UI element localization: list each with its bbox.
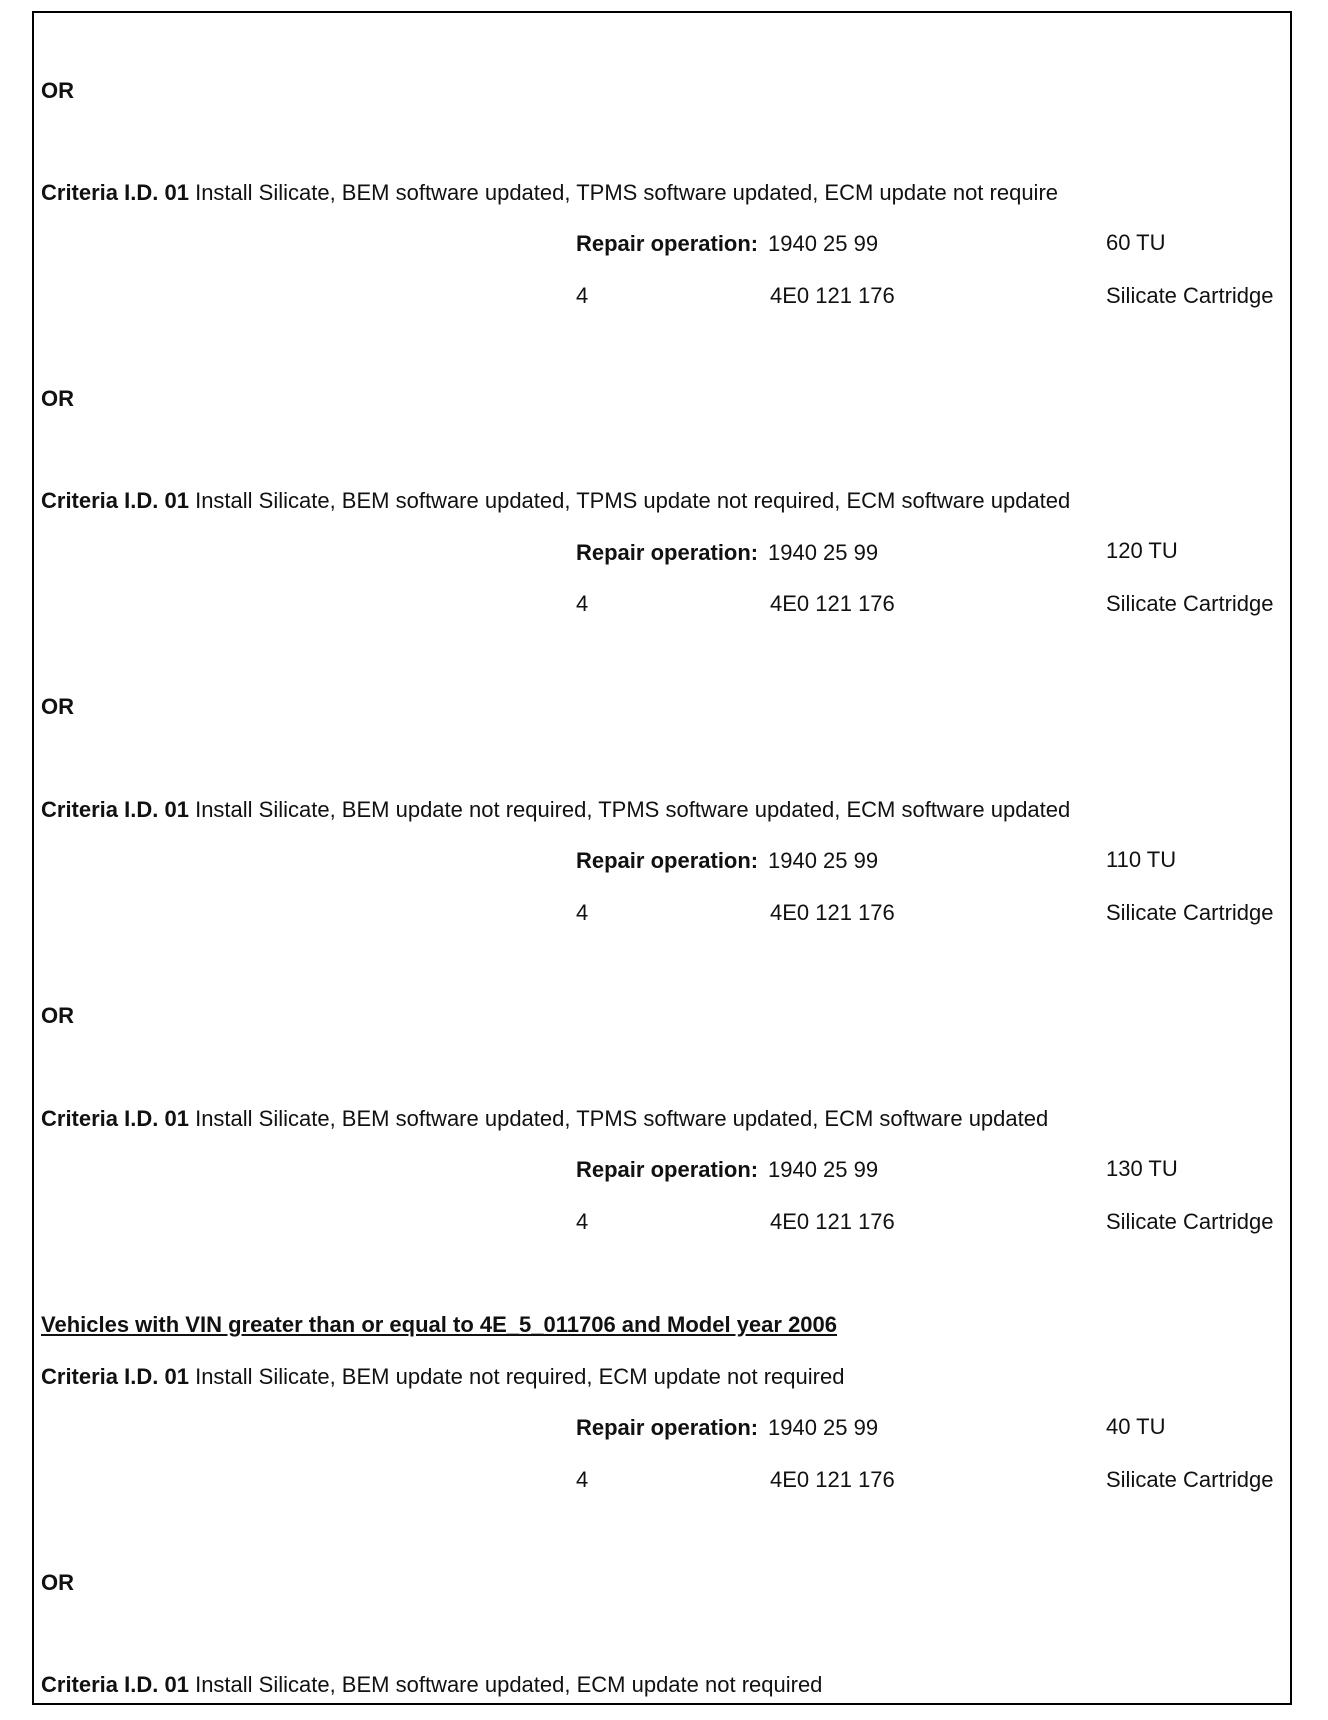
section-heading: Vehicles with VIN greater than or equal to 4E_5_011706 and Model year 2006 bbox=[41, 1312, 838, 1337]
part-description: Silicate Cartridge bbox=[1106, 591, 1274, 616]
criteria-line bbox=[41, 488, 1070, 514]
time-units: 120 TU bbox=[1106, 538, 1178, 563]
repair-operation-label: Repair operation: bbox=[576, 1157, 759, 1182]
repair-operation-code: 1940 25 99 bbox=[768, 540, 879, 565]
criteria-text: Install Silicate, BEM update not required, TPMS software updated, ECM software updated bbox=[195, 797, 1071, 822]
repair-operation-code: 1940 25 99 bbox=[768, 1415, 879, 1440]
repair-operation-code: 1940 25 99 bbox=[768, 848, 879, 873]
criteria-label: Criteria I.D. 01 bbox=[41, 1364, 189, 1389]
part-description: Silicate Cartridge bbox=[1106, 1209, 1274, 1234]
criteria-label: Criteria I.D. 01 bbox=[41, 797, 189, 822]
criteria-line bbox=[41, 1364, 844, 1390]
criteria-text: Install Silicate, BEM software updated, TPMS software updated, ECM update not require bbox=[195, 180, 1059, 205]
part-description: Silicate Cartridge bbox=[1106, 1467, 1274, 1492]
criteria-text: Install Silicate, BEM update not required, ECM update not required bbox=[195, 1364, 845, 1389]
part-number: 4E0 121 176 bbox=[770, 591, 895, 616]
time-units: 40 TU bbox=[1106, 1414, 1166, 1439]
criteria-label: Criteria I.D. 01 bbox=[41, 488, 189, 513]
part-quantity: 4 bbox=[576, 1209, 589, 1234]
part-number: 4E0 121 176 bbox=[770, 900, 895, 925]
criteria-text: Install Silicate, BEM software updated, ECM update not required bbox=[195, 1672, 823, 1697]
criteria-line bbox=[41, 1672, 822, 1698]
or-separator: OR bbox=[41, 1003, 74, 1028]
part-number: 4E0 121 176 bbox=[770, 283, 895, 308]
or-separator: OR bbox=[41, 386, 74, 411]
or-separator: OR bbox=[41, 78, 74, 103]
or-separator: OR bbox=[41, 1570, 74, 1595]
repair-operation-label: Repair operation: bbox=[576, 231, 759, 256]
part-description: Silicate Cartridge bbox=[1106, 900, 1274, 925]
criteria-text: Install Silicate, BEM software updated, TPMS update not required, ECM software updated bbox=[195, 488, 1071, 513]
part-number: 4E0 121 176 bbox=[770, 1209, 895, 1234]
part-quantity: 4 bbox=[576, 900, 589, 925]
criteria-label: Criteria I.D. 01 bbox=[41, 180, 189, 205]
criteria-line bbox=[41, 180, 1058, 206]
repair-operation-code: 1940 25 99 bbox=[768, 1157, 879, 1182]
repair-operation-label: Repair operation: bbox=[576, 1415, 759, 1440]
criteria-label: Criteria I.D. 01 bbox=[41, 1106, 189, 1131]
repair-operation-code: 1940 25 99 bbox=[768, 231, 879, 256]
part-quantity: 4 bbox=[576, 1467, 589, 1492]
criteria-line bbox=[41, 1106, 1048, 1132]
repair-operation-label: Repair operation: bbox=[576, 540, 759, 565]
criteria-line bbox=[41, 797, 1070, 823]
criteria-text: Install Silicate, BEM software updated, TPMS software updated, ECM software updated bbox=[195, 1106, 1049, 1131]
time-units: 110 TU bbox=[1106, 847, 1177, 872]
or-separator: OR bbox=[41, 694, 74, 719]
part-quantity: 4 bbox=[576, 283, 589, 308]
repair-operation-label: Repair operation: bbox=[576, 848, 759, 873]
criteria-label: Criteria I.D. 01 bbox=[41, 1672, 189, 1697]
time-units: 60 TU bbox=[1106, 230, 1166, 255]
part-quantity: 4 bbox=[576, 591, 589, 616]
time-units: 130 TU bbox=[1106, 1156, 1178, 1181]
part-number: 4E0 121 176 bbox=[770, 1467, 895, 1492]
part-description: Silicate Cartridge bbox=[1106, 283, 1274, 308]
